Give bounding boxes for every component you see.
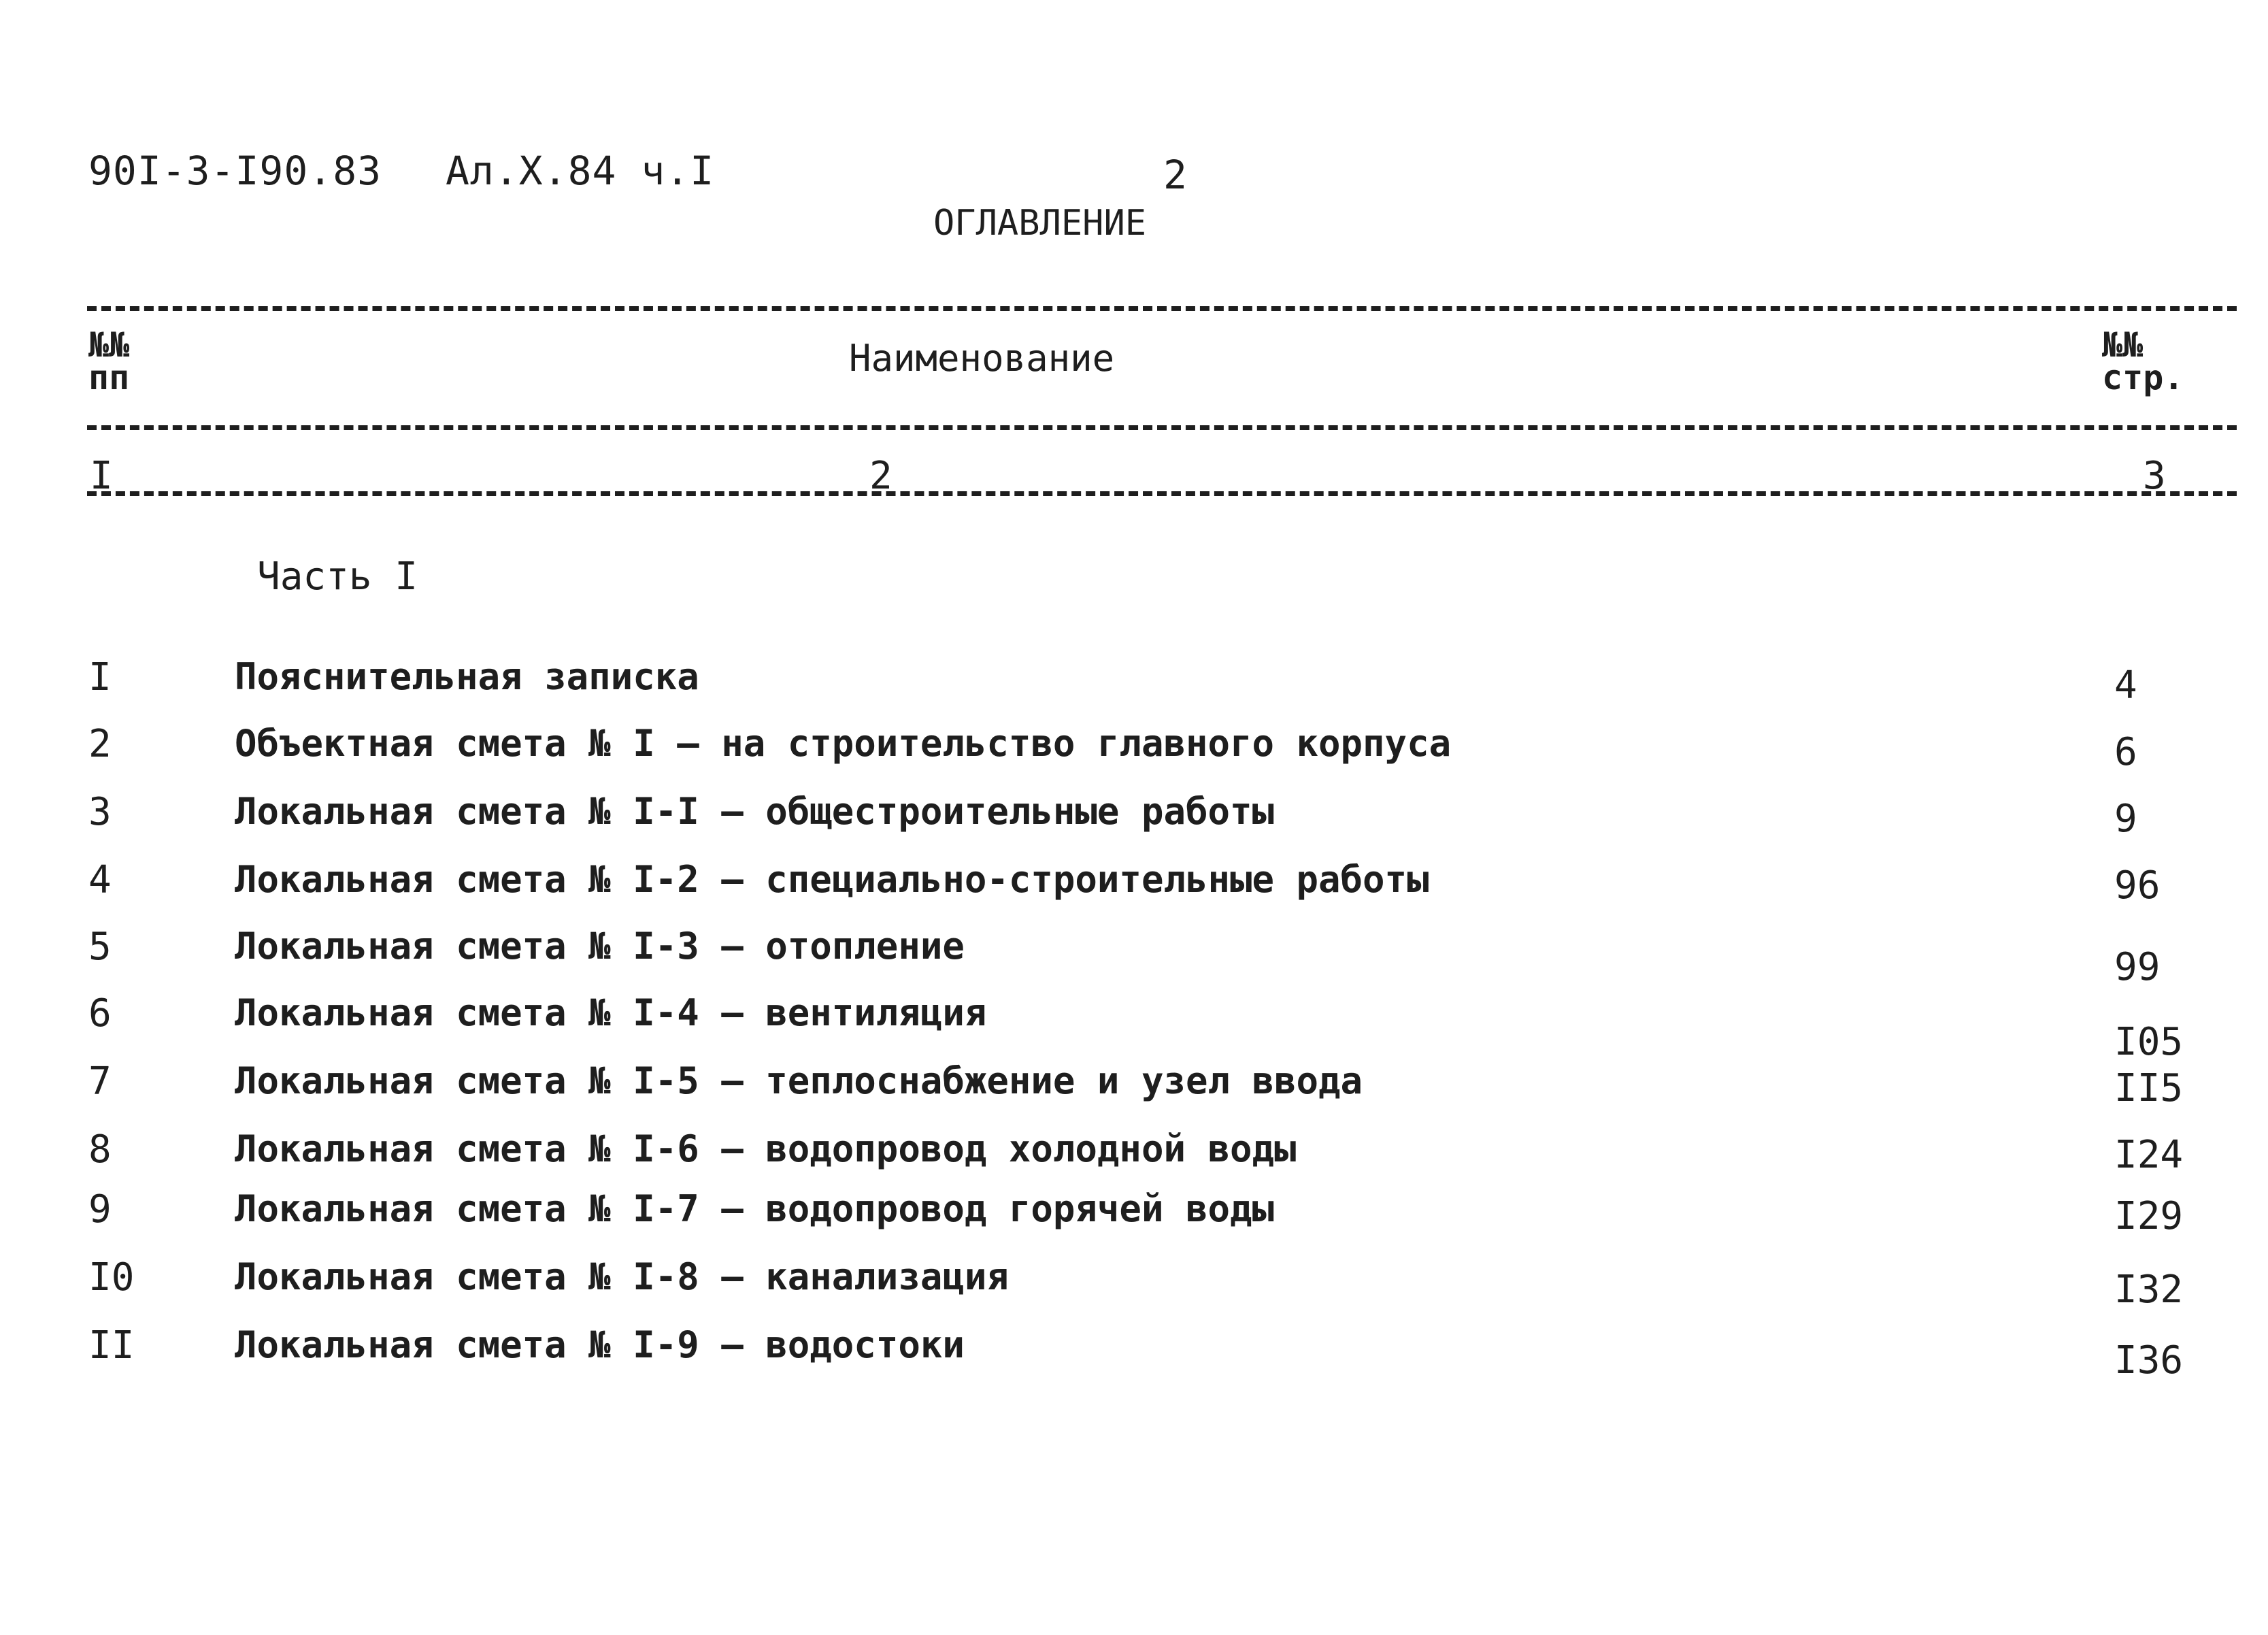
document-code: 90I-3-I90.83 (88, 148, 382, 194)
entry-number: 2 (88, 722, 112, 766)
entry-title: Локальная смета № I-4 – вентиляция (235, 991, 987, 1034)
entry-title: Локальная смета № I-I – общестроительные работы (235, 790, 1275, 833)
entry-number: 8 (88, 1127, 112, 1172)
entry-title: Объектная смета № I – на строительство главного корпуса (235, 722, 1452, 765)
entry-number: 3 (88, 790, 112, 834)
column-number-3: 3 (2143, 454, 2166, 498)
entry-title: Локальная смета № I-8 – канализация (235, 1255, 1009, 1298)
entry-title: Локальная смета № I-3 – отопление (235, 925, 965, 968)
entry-title: Локальная смета № I-2 – специально-строительные работы (235, 858, 1429, 901)
entry-page: 99 (2114, 945, 2161, 989)
entry-title: Локальная смета № I-5 – теплоснабжение и узел ввода (235, 1059, 1363, 1102)
entry-title: Локальная смета № I-6 – водопровод холодной воды (235, 1127, 1297, 1170)
entry-page: 4 (2114, 663, 2137, 708)
entry-page: 96 (2114, 863, 2161, 908)
entry-page: I36 (2114, 1338, 2184, 1383)
entry-title: Пояснительная записка (235, 655, 699, 698)
entry-title: Локальная смета № I-7 – водопровод горячей воды (235, 1187, 1275, 1230)
entry-number: I0 (88, 1255, 135, 1300)
page-number: 2 (1163, 152, 1188, 198)
column-numbers-bottom-rule (87, 491, 2237, 496)
column-header-title: Наименование (849, 337, 1115, 380)
column-number-1: I (90, 454, 113, 498)
column-header-page-line1: №№ (2102, 325, 2144, 365)
album-reference: Ал.Х.84 ч.I (446, 148, 715, 194)
column-header-number-line1: №№ (88, 325, 130, 365)
entry-number: 9 (88, 1187, 112, 1232)
column-number-2: 2 (869, 454, 893, 498)
page-title: ОГЛАВЛЕНИЕ (933, 203, 1147, 244)
entry-number: 4 (88, 858, 112, 902)
entry-title: Локальная смета № I-9 – водостоки (235, 1323, 965, 1366)
entry-number: II (88, 1323, 135, 1368)
entry-page: I24 (2114, 1133, 2184, 1177)
entry-number: 5 (88, 925, 112, 969)
column-header-number-line2: пп (88, 358, 130, 397)
entry-page: 9 (2114, 797, 2137, 841)
entry-page: I29 (2114, 1194, 2184, 1238)
column-header-page-line2: стр. (2102, 358, 2184, 397)
entry-number: 6 (88, 991, 112, 1036)
entry-page: I32 (2114, 1268, 2184, 1312)
entry-page: I05 (2114, 1020, 2184, 1064)
table-top-rule (87, 306, 2237, 311)
entry-page: 6 (2114, 730, 2137, 774)
section-title: Часть I (257, 555, 418, 599)
entry-number: 7 (88, 1059, 112, 1104)
table-header-bottom-rule (87, 425, 2237, 430)
entry-page: II5 (2114, 1066, 2184, 1110)
entry-number: I (88, 655, 112, 699)
